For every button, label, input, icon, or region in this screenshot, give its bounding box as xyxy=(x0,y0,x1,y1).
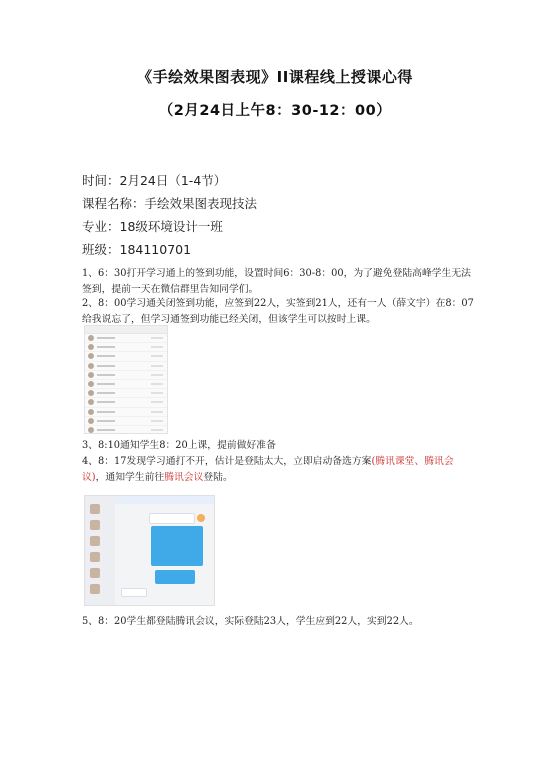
paragraph-5: 5、8：20学生都登陆腾讯会议，实际登陆23人，学生应到22人，实到22人。 xyxy=(82,616,419,627)
paragraph-4 xyxy=(82,454,477,485)
course-name-line: 课程名称：手绘效果图表现技法 xyxy=(82,196,258,211)
document-title: 《手绘效果图表现》II课程线上授课心得 xyxy=(137,68,413,86)
major-line: 专业：18级环境设计一班 xyxy=(82,219,223,234)
paragraph-3: 3、8:10通知学生8：20上课，提前做好准备 xyxy=(82,440,276,451)
document-subtitle: （2月24日上午8：30-12：00） xyxy=(158,103,392,119)
p4-text-end: 登陆。 xyxy=(203,471,233,483)
paragraph-2: 2、8：00学习通关闭签到功能，应签到22人，实签到21人，还有一人（薛文宇）在8：07给我说忘了，但学习通签到功能已经关闭，但该学生可以按时上课。 xyxy=(82,298,474,325)
paragraph-1: 1、6：30打开学习通上的签到功能，设置时间6：30-8：00，为了避免登陆高峰学生无法签到，提前一天在微信群里告知同学们。 xyxy=(82,268,471,295)
chat-screenshot xyxy=(84,495,215,606)
p4-text-start: 4、8：17发现学习通打不开，估计是登陆太大，立即启动备选方案 xyxy=(82,456,372,467)
p4-highlight-meeting: 腾讯会议 xyxy=(164,471,204,483)
p4-text-middle: ，通知学生前往 xyxy=(95,471,165,483)
p4-highlight-platforms: (腾讯课堂、腾讯会议) xyxy=(82,456,454,483)
attendance-screenshot xyxy=(84,325,168,434)
time-line: 时间：2月24日（1-4节） xyxy=(82,173,227,188)
class-line: 班级：184110701 xyxy=(82,242,192,257)
